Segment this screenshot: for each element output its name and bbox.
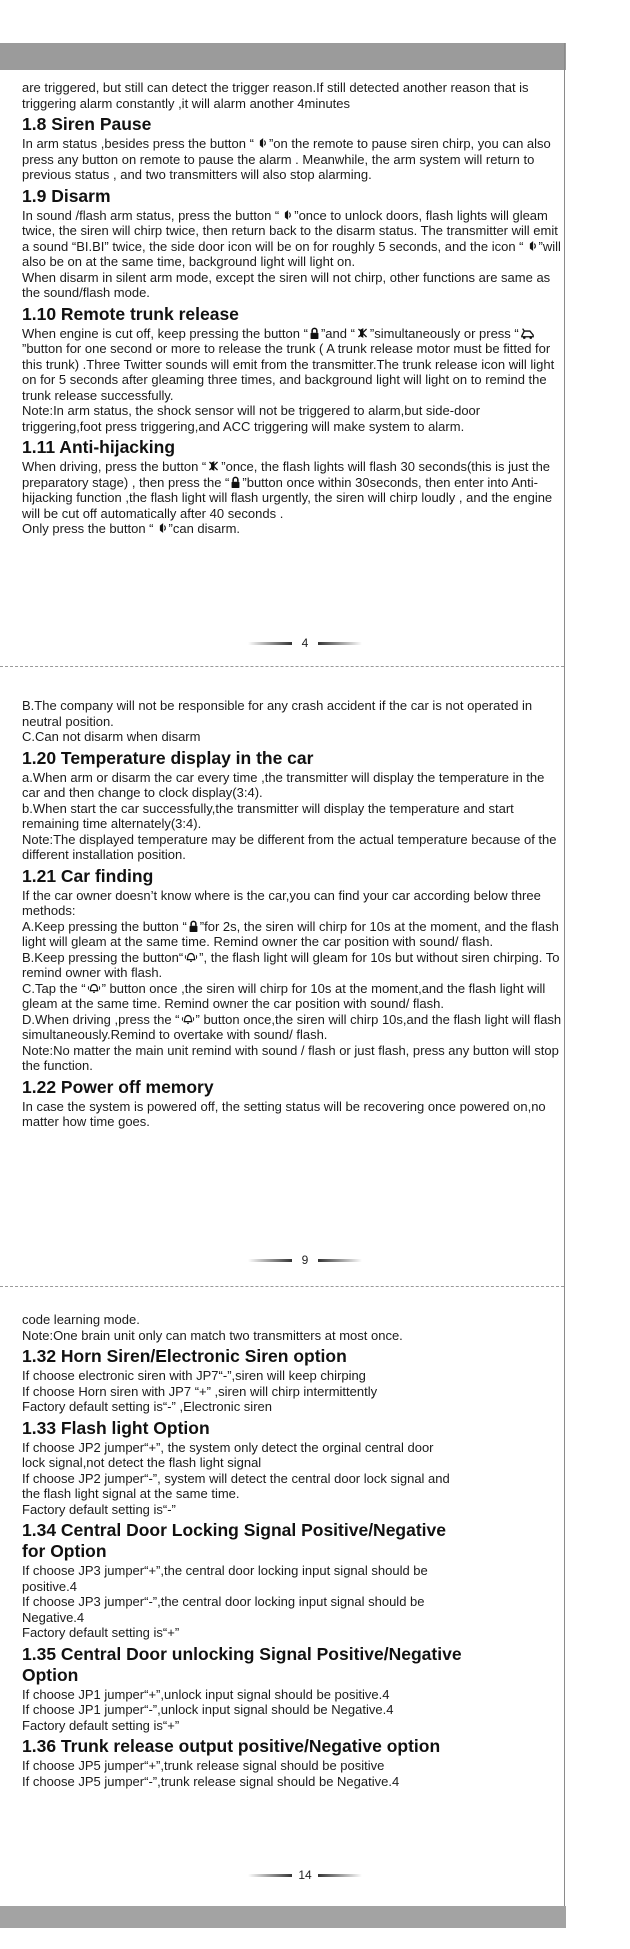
section-title-car-finding: 1.21 Car finding [22, 865, 154, 886]
section-title-power-off-memory: 1.22 Power off memory [22, 1076, 214, 1097]
manual-page-4 [22, 80, 562, 537]
trunk-icon [520, 327, 535, 340]
paragraph: Factory default setting is“+” [22, 1625, 180, 1640]
section-title-anti-hijacking: 1.11 Anti-hijacking [22, 437, 176, 457]
paragraph: Note:One brain unit only can match two transmitters at most once. [22, 1327, 403, 1343]
paragraph: If choose JP1 jumper“+”,unlock input signal should be positive.4 [22, 1686, 390, 1702]
page-divider [0, 1286, 564, 1287]
speaker-icon [255, 136, 268, 150]
paragraph: are triggered, but still can detect the trigger reason.If still detected another reason that is triggering alarm constantly ,it will alarm another 4minutes [22, 80, 529, 111]
bell-icon [181, 1012, 195, 1026]
section-title-door-locking-signal: 1.34 Central Door Locking Signal Positive/Negative for Option [22, 1520, 447, 1561]
section-title-remote-trunk-release: 1.10 Remote trunk release [22, 303, 239, 324]
paragraph: C.Can not disarm when disarm [22, 729, 201, 744]
paragraph: Factory default setting is“+” [22, 1717, 180, 1733]
siren-icon [207, 459, 220, 473]
paragraph: B.Keep pressing the button“ ”, the flash light will gleam for 10s but without siren chirping. To remind owner with flash. [22, 949, 560, 980]
header-bar [0, 43, 566, 70]
lock-icon [188, 920, 199, 933]
paragraph: If the car owner doesn’t know where is the car,you can find your car according below three methods: [22, 887, 541, 918]
bell-icon [87, 981, 101, 995]
lock-icon [309, 327, 320, 340]
page-number: 14 [240, 1868, 370, 1882]
paragraph: If choose electronic siren with JP7“-”,siren will keep chirping [22, 1368, 366, 1383]
paragraph: Note:The displayed temperature may be different from the actual temperature because of the different installation position. [22, 831, 557, 862]
section-title-flash-light-option: 1.33 Flash light Option [22, 1417, 210, 1438]
paragraph: In case the system is powered off, the setting status will be recovering once powered on,no matter how time goes. [22, 1098, 546, 1129]
paragraph: If choose JP5 jumper“+”,trunk release signal should be positive [22, 1758, 385, 1773]
lock-icon [230, 476, 241, 489]
paragraph: If choose JP2 jumper“-”, system will detect the central door lock signal and the flash light signal at the same time. [22, 1470, 450, 1501]
paragraph: If choose JP2 jumper“+”, the system only detect the orginal central door lock signal,not detect the flash light signal [22, 1439, 434, 1470]
footer-bar [0, 1906, 566, 1928]
paragraph: b.When start the car successfully,the transmitter will display the temperature and start remaining time alternately(3:4). [22, 800, 514, 831]
paragraph: If choose JP5 jumper“-”,trunk release signal should be Negative.4 [22, 1773, 400, 1789]
manual-page-14 [22, 1312, 562, 1789]
section-title-siren-pause: 1.8 Siren Pause [22, 114, 152, 134]
speaker-icon [280, 208, 293, 222]
siren-icon [356, 326, 369, 340]
page-number: 9 [240, 1253, 370, 1267]
manual-page-9 [22, 698, 562, 1130]
paragraph: If choose JP3 jumper“-”,the central door locking input signal should be Negative.4 [22, 1594, 425, 1625]
paragraph: Note:In arm status, the shock sensor will not be triggered to alarm,but side-door triggering,foot press triggering,and ACC triggering will make system to alarm. [22, 403, 481, 434]
paragraph: Note:No matter the main unit remind with sound / flash or just flash, press any button will stop the function. [22, 1042, 559, 1073]
paragraph: When driving, press the button “ ”once, the flash lights will flash 30 seconds(this is just the preparatory stage) , then press the “ ”button once within 30seconds, then enter into Anti-hijacking function ,the flash light will flash urgently, the siren will chirp loudly , and the engine will be cut off automatically after 40 seconds . [22, 459, 553, 521]
paragraph: Factory default setting is“-” [22, 1501, 176, 1517]
paragraph: When disarm in silent arm mode, except the siren will not chirp, other functions are same as the sound/flash mode. [22, 269, 551, 300]
paragraph: Only press the button “ ”can disarm. [22, 521, 241, 536]
paragraph: When engine is cut off, keep pressing the button “ ”and “ ”simultaneously or press “”button for one second or more to release the trunk ( A trunk release motor must be fitted for this trunk) .Three Twitter sounds will emit from the transmitter.The trunk release icon will light on for 5 seconds after gleaming three times, and background light will light on to remind the trunk release successfully. [22, 325, 555, 403]
speaker-icon [525, 239, 538, 253]
paragraph: D.When driving ,press the “ ” button once,the siren will chirp 10s,and the flash light will flash simultaneously.Remind to overtake with sound/ flash. [22, 1011, 562, 1042]
page-right-border [564, 43, 565, 1928]
paragraph: a.When arm or disarm the car every time ,the transmitter will display the temperature in the car and then change to clock display(3:4). [22, 769, 545, 800]
page-divider [0, 666, 564, 667]
paragraph: If choose JP3 jumper“+”,the central door locking input signal should be positive.4 [22, 1563, 428, 1594]
paragraph: If choose JP1 jumper“-”,unlock input signal should be Negative.4 [22, 1702, 394, 1717]
paragraph: C.Tap the “ ” button once ,the siren will chirp for 10s at the moment,and the flash light will gleam at the same time. Remind owner the car position with sound/ flash. [22, 980, 546, 1011]
paragraph: B.The company will not be responsible for any crash accident if the car is not operated in neutral position. [22, 698, 533, 729]
speaker-icon [155, 521, 168, 535]
section-title-siren-option: 1.32 Horn Siren/Electronic Siren option [22, 1346, 347, 1366]
paragraph: A.Keep pressing the button “ ”for 2s, the siren will chirp for 10s at the moment, and the flash light will gleam at the same time. Remind owner the car position with sound/ flash. [22, 918, 559, 949]
paragraph: Factory default setting is“-” ,Electronic siren [22, 1399, 272, 1414]
paragraph: code learning mode. [22, 1312, 140, 1327]
bell-icon [184, 950, 198, 964]
paragraph: In sound /flash arm status, press the button “ ”once to unlock doors, flash lights will gleam twice, the siren will chirp twice, then return back to the disarm status. The transmitter will emit a sound “BI.BI” twice, the side door icon will be on for roughly 5 seconds, and the icon “ ”will also be on at the same time, background light will light on. [22, 207, 561, 269]
section-title-disarm: 1.9 Disarm [22, 185, 111, 206]
paragraph: If choose Horn siren with JP7 “+” ,siren will chirp intermittently [22, 1383, 378, 1399]
section-title-trunk-release-output: 1.36 Trunk release output positive/Negative option [22, 1736, 441, 1756]
paragraph: In arm status ,besides press the button “ ”on the remote to pause siren chirp, you can also press any button on remote to pause the alarm . Meanwhile, the arm system will return to previous status , and two transmitters will also stop alarming. [22, 136, 551, 182]
page-number: 4 [240, 636, 370, 650]
section-title-temperature-display: 1.20 Temperature display in the car [22, 747, 314, 768]
section-title-door-unlocking-signal: 1.35 Central Door unlocking Signal Positive/Negative Option [22, 1643, 462, 1685]
